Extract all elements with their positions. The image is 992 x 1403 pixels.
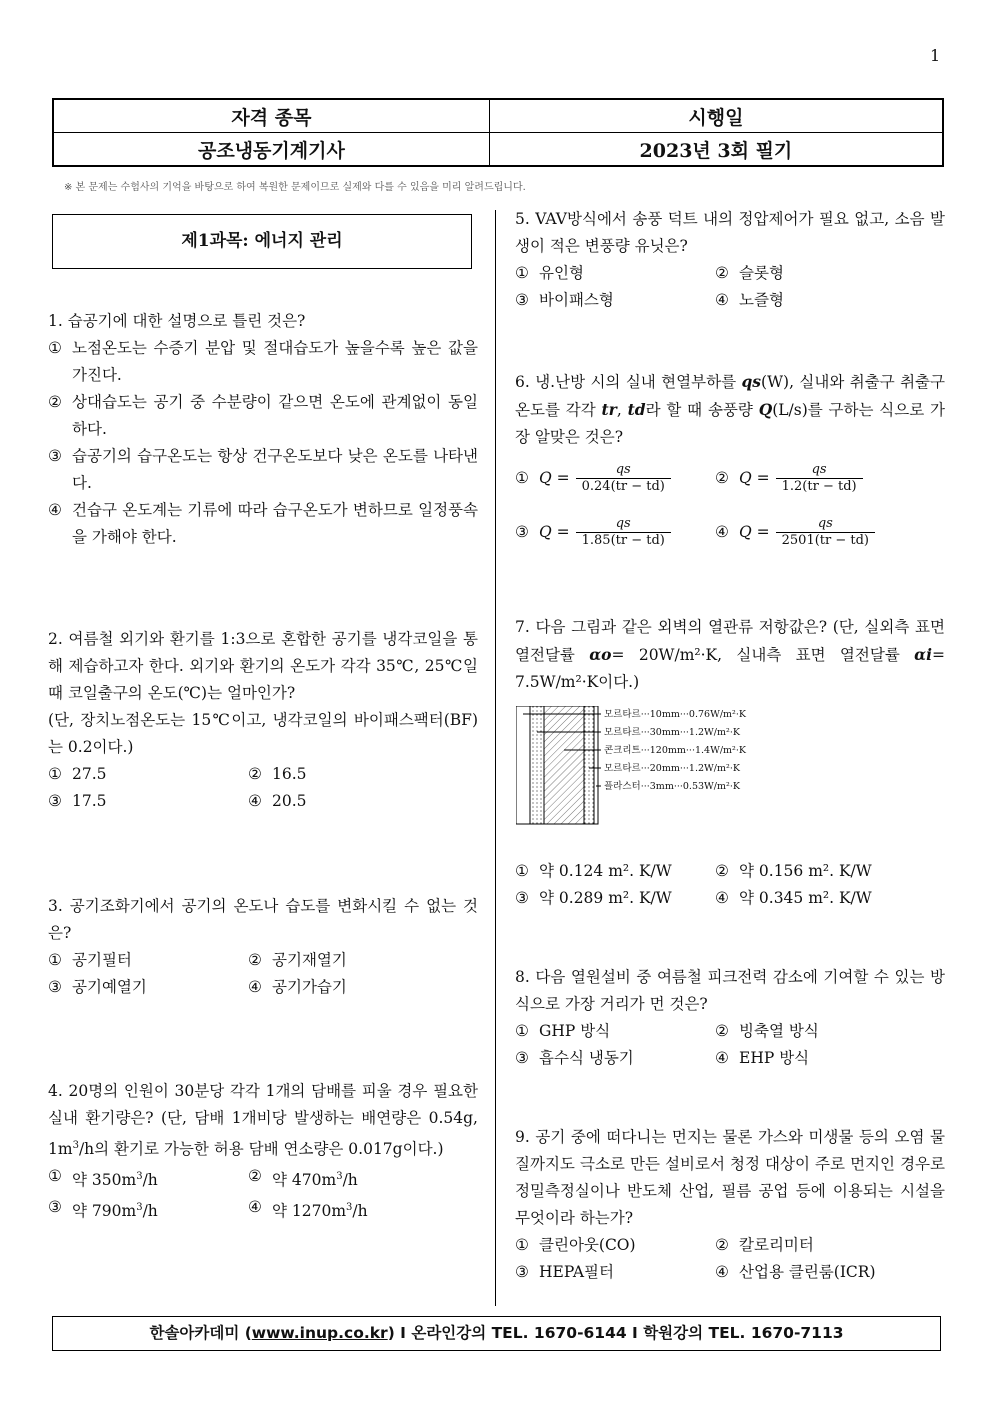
disclaimer: ※ 본 문제는 수험사의 기억을 바탕으로 하여 복원한 문제이므로 실제와 다를 수 있음을 미리 알려드립니다. (64, 182, 526, 193)
stem-part: = 7.5W/m²·K이다.) (515, 646, 945, 691)
option-number: ③ (48, 792, 62, 810)
formula-lhs: Q = (739, 522, 770, 541)
stem-part: (W), 실내와 취출구 취출구 온도를 각각 (515, 373, 945, 419)
question-note: (단, 장치노점온도는 15℃이고, 냉각코일의 바이패스팩터(BF)는 0.2이다.) (48, 711, 478, 756)
question-stem (515, 614, 945, 696)
option-1[interactable] (515, 451, 715, 505)
option-number: ③ (48, 978, 62, 996)
question-stem: 1. 습공기에 대한 설명으로 틀린 것은? (48, 312, 306, 330)
option-text: 공기필터 (72, 951, 132, 969)
option-value: 약 470m (272, 1171, 337, 1190)
footer-name: 한솔아카데미 ( (149, 1324, 252, 1342)
question-6 (515, 368, 945, 559)
option-number: ① (515, 468, 529, 487)
option-number: ③ (48, 447, 62, 465)
option-1[interactable] (515, 260, 715, 287)
symbol-tr: tr (601, 400, 617, 419)
option-number: ③ (515, 889, 529, 907)
wall-layer-2 (530, 706, 544, 824)
option-2[interactable] (248, 761, 448, 788)
layer-label: 모르타르···30mm···1.2W/m²·K (604, 727, 740, 738)
superscript: 3 (72, 1140, 79, 1151)
option-text: 노점온도는 수증기 분압 및 절대습도가 높을수록 높은 값을 가진다. (72, 339, 478, 384)
option-1[interactable] (48, 335, 478, 389)
option-3[interactable] (515, 1259, 715, 1286)
option-number: ④ (715, 889, 729, 907)
question-1 (48, 308, 478, 551)
option-number: ② (715, 1236, 729, 1254)
option-unit: /h (142, 1202, 158, 1221)
superscript: 3 (336, 1171, 343, 1183)
option-2[interactable] (48, 389, 478, 443)
option-1[interactable] (515, 1018, 715, 1045)
option-text: 약 0.345 m². K/W (739, 889, 872, 907)
option-4[interactable] (715, 1045, 915, 1072)
numerator: qs (615, 515, 631, 531)
option-text: 공기예열기 (72, 978, 147, 996)
formula-fraction (776, 462, 863, 495)
option-text: 27.5 (72, 765, 107, 783)
option-text: 습공기의 습구온도는 항상 건구온도보다 낮은 온도를 나타낸다. (72, 447, 478, 492)
superscript: 3 (136, 1171, 143, 1183)
question-2 (48, 626, 478, 815)
option-text: EHP 방식 (739, 1049, 810, 1067)
numerator: qs (615, 461, 631, 477)
option-2[interactable] (715, 451, 915, 505)
option-text: 노즐형 (739, 291, 784, 309)
header-col2-value: 2023년 3회 필기 (489, 133, 943, 167)
option-number: ① (515, 1022, 529, 1040)
option-4[interactable] (715, 885, 915, 912)
option-number: ④ (248, 1198, 262, 1217)
option-number: ④ (715, 291, 729, 309)
layer-label: 콘크리트···120mm···1.4W/m²·K (604, 745, 746, 756)
symbol-alpha-i: αi (914, 645, 932, 664)
layer-label: 플라스터···3mm···0.53W/m²·K (604, 781, 740, 792)
denominator: 2501(tr − td) (776, 532, 875, 549)
option-4[interactable] (715, 505, 915, 559)
option-3[interactable] (48, 974, 248, 1001)
option-number: ④ (715, 1049, 729, 1067)
option-number: ② (248, 765, 262, 783)
option-text: 흡수식 냉동기 (539, 1049, 634, 1067)
formula-lhs: Q = (739, 468, 770, 487)
stem-part: (L/s)를 구하는 식으로 가장 알맞은 것은? (515, 401, 945, 446)
option-4[interactable] (715, 1259, 915, 1286)
layer-label: 모르타르···20mm···1.2W/m²·K (604, 763, 740, 774)
option-text: 공기재열기 (272, 951, 347, 969)
option-text (272, 1194, 368, 1225)
footer-url-link[interactable]: www.inup.co.kr (251, 1324, 388, 1342)
option-text: 슬롯형 (739, 264, 784, 282)
option-text: 산업용 클린룸(ICR) (739, 1263, 876, 1281)
stem-part: 6. 냉.난방 시의 실내 현열부하를 (515, 373, 742, 391)
option-3[interactable] (48, 443, 478, 497)
superscript: 3 (346, 1202, 353, 1214)
option-value: 약 790m (72, 1202, 137, 1221)
option-number: ① (48, 339, 62, 357)
option-number: ② (715, 264, 729, 282)
option-number: ③ (515, 1049, 529, 1067)
layer-label: 모르타르···10mm···0.76W/m²·K (604, 709, 746, 720)
question-7 (515, 614, 945, 696)
option-number: ① (48, 1167, 62, 1186)
option-4[interactable] (248, 788, 448, 815)
wall-layer-diagram (516, 706, 796, 826)
question-stem (515, 368, 945, 451)
wall-layer-1 (516, 706, 530, 824)
stem-part: 라 할 때 송풍량 (645, 401, 759, 419)
option-text: HEPA필터 (539, 1263, 614, 1281)
option-number: ④ (715, 1263, 729, 1281)
option-unit: /h (352, 1202, 368, 1221)
option-text: GHP 방식 (539, 1022, 611, 1040)
option-number: ③ (515, 522, 529, 541)
option-3[interactable] (515, 885, 715, 912)
question-stem: 3. 공기조화기에서 공기의 온도나 습도를 변화시킬 수 없는 것은? (48, 897, 478, 942)
option-text: 약 0.156 m². K/W (739, 862, 872, 880)
option-3[interactable] (48, 1194, 248, 1225)
option-number: ① (515, 264, 529, 282)
option-4[interactable] (715, 287, 915, 314)
option-text: 약 0.289 m². K/W (539, 889, 672, 907)
question-stem: 8. 다음 열원설비 중 여름철 피크전력 감소에 기여할 수 있는 방식으로 가장 거리가 먼 것은? (515, 968, 945, 1013)
option-1[interactable] (48, 1163, 248, 1194)
wall-layer-5 (594, 706, 598, 824)
option-3[interactable] (515, 505, 715, 559)
option-2[interactable] (715, 1018, 915, 1045)
option-2[interactable] (715, 260, 915, 287)
option-number: ④ (715, 522, 729, 541)
option-3[interactable] (48, 788, 248, 815)
option-number: ③ (515, 291, 529, 309)
option-1[interactable] (515, 858, 715, 885)
question-7-options (515, 858, 945, 912)
option-1[interactable] (48, 947, 248, 974)
footer (52, 1316, 941, 1351)
wall-layer-3 (544, 706, 584, 824)
wall-layer-4 (584, 706, 594, 824)
option-unit: /h (342, 1171, 358, 1190)
option-number: ① (515, 862, 529, 880)
option-text: 공기가습기 (272, 978, 347, 996)
option-number: ① (48, 765, 62, 783)
option-text (272, 1163, 358, 1194)
footer-contact: ) I 온라인강의 TEL. 1670-6144 I 학원강의 TEL. 1670-7113 (387, 1324, 844, 1342)
stem-part: , (616, 401, 628, 419)
option-number: ③ (515, 1263, 529, 1281)
option-text: 칼로리미터 (739, 1236, 814, 1254)
option-text (72, 1163, 158, 1194)
option-3[interactable] (515, 1045, 715, 1072)
stem-part: 7. 다음 그림과 같은 외벽의 열관류 저항값은? (단, 실외측 표면 열전달률 (515, 618, 945, 664)
option-text: 유인형 (539, 264, 584, 282)
option-1[interactable] (48, 761, 248, 788)
denominator: 1.85(tr − td) (576, 532, 671, 549)
header-col1-value: 공조냉동기계기사 (53, 133, 489, 167)
option-number: ② (715, 1022, 729, 1040)
question-stem: 9. 공기 중에 떠다니는 먼지는 물론 가스와 미생물 등의 오염 물질까지도 극소로 만든 설비로서 청정 대상이 주로 먼지인 경우로 정밀측정실이나 반도체 산업, 필름 공업 등에 이용되는 시설을 무엇이라 하는가? (515, 1128, 945, 1227)
question-3 (48, 893, 478, 1001)
header-col2-title: 시행일 (489, 99, 943, 133)
denominator: 0.24(tr − td) (576, 478, 671, 495)
page-number: 1 (930, 46, 941, 65)
option-text: 클린아웃(CO) (539, 1236, 636, 1254)
option-number: ④ (248, 978, 262, 996)
option-number: ② (715, 862, 729, 880)
option-number: ③ (48, 1198, 62, 1217)
option-text: 약 0.124 m². K/W (539, 862, 672, 880)
option-text: 16.5 (272, 765, 307, 783)
superscript: 3 (136, 1202, 143, 1214)
stem-part: 4. 20명의 인원이 30분당 각각 1개의 담배를 피울 경우 필요한 실내 환기량은? (단, 담배 1개비당 발생하는 배연량은 0.54g, 1m (48, 1082, 478, 1159)
option-number: ② (715, 468, 729, 487)
option-number: ② (248, 951, 262, 969)
option-number: ④ (48, 501, 62, 519)
stem-part: = 20W/m²·K, 실내측 표면 열전달률 (611, 646, 915, 664)
option-4[interactable] (248, 1194, 448, 1225)
question-4 (48, 1078, 478, 1225)
formula-lhs: Q = (539, 522, 570, 541)
option-value: 약 350m (72, 1171, 137, 1190)
question-8 (515, 964, 945, 1072)
option-text: 상대습도는 공기 중 수분량이 같으면 온도에 관계없이 동일하다. (72, 393, 478, 438)
option-4[interactable] (48, 497, 478, 551)
option-2[interactable] (715, 858, 915, 885)
option-text (72, 1194, 158, 1225)
question-stem: 5. VAV방식에서 송풍 덕트 내의 정압제어가 필요 없고, 소음 발생이 적은 변풍량 유닛은? (515, 210, 945, 255)
formula-fraction (576, 462, 671, 495)
numerator: qs (811, 461, 827, 477)
option-number: ④ (248, 792, 262, 810)
option-text: 건습구 온도계는 기류에 따라 습구온도가 변하므로 일정풍속을 가해야 한다. (72, 501, 478, 546)
question-5 (515, 206, 945, 314)
denominator: 1.2(tr − td) (776, 478, 863, 495)
subject-title: 제1과목: 에너지 관리 (52, 214, 472, 269)
formula-fraction (576, 516, 671, 549)
symbol-td: td (627, 400, 646, 419)
option-1[interactable] (515, 1232, 715, 1259)
formula-lhs: Q = (539, 468, 570, 487)
option-2[interactable] (248, 947, 448, 974)
option-2[interactable] (248, 1163, 448, 1194)
numerator: qs (817, 515, 833, 531)
option-3[interactable] (515, 287, 715, 314)
symbol-qs: qs (741, 372, 762, 391)
option-number: ① (515, 1236, 529, 1254)
formula-fraction (776, 516, 875, 549)
symbol-alpha-o: αo (589, 645, 612, 664)
option-4[interactable] (248, 974, 448, 1001)
header-table (52, 98, 944, 167)
stem-part: /h의 환기로 가능한 허용 담배 연소량은 0.017g이다.) (78, 1140, 444, 1159)
column-divider (495, 210, 496, 1306)
option-number: ① (48, 951, 62, 969)
option-text: 20.5 (272, 792, 307, 810)
option-text: 17.5 (72, 792, 107, 810)
question-stem: 2. 여름철 외기와 환기를 1:3으로 혼합한 공기를 냉각코일을 통해 제습하고자 한다. 외기와 환기의 온도가 각각 35℃, 25℃일 때 코일출구의 온도(℃)는 얼마인가? (48, 630, 478, 702)
option-2[interactable] (715, 1232, 915, 1259)
option-text: 바이패스형 (539, 291, 614, 309)
option-value: 약 1270m (272, 1202, 347, 1221)
header-col1-title: 자격 종목 (53, 99, 489, 133)
question-9 (515, 1124, 945, 1286)
symbol-Q: Q (758, 400, 773, 419)
question-stem (48, 1078, 478, 1163)
option-unit: /h (142, 1171, 158, 1190)
option-text: 빙축열 방식 (739, 1022, 819, 1040)
option-number: ② (48, 393, 62, 411)
option-number: ② (248, 1167, 262, 1186)
